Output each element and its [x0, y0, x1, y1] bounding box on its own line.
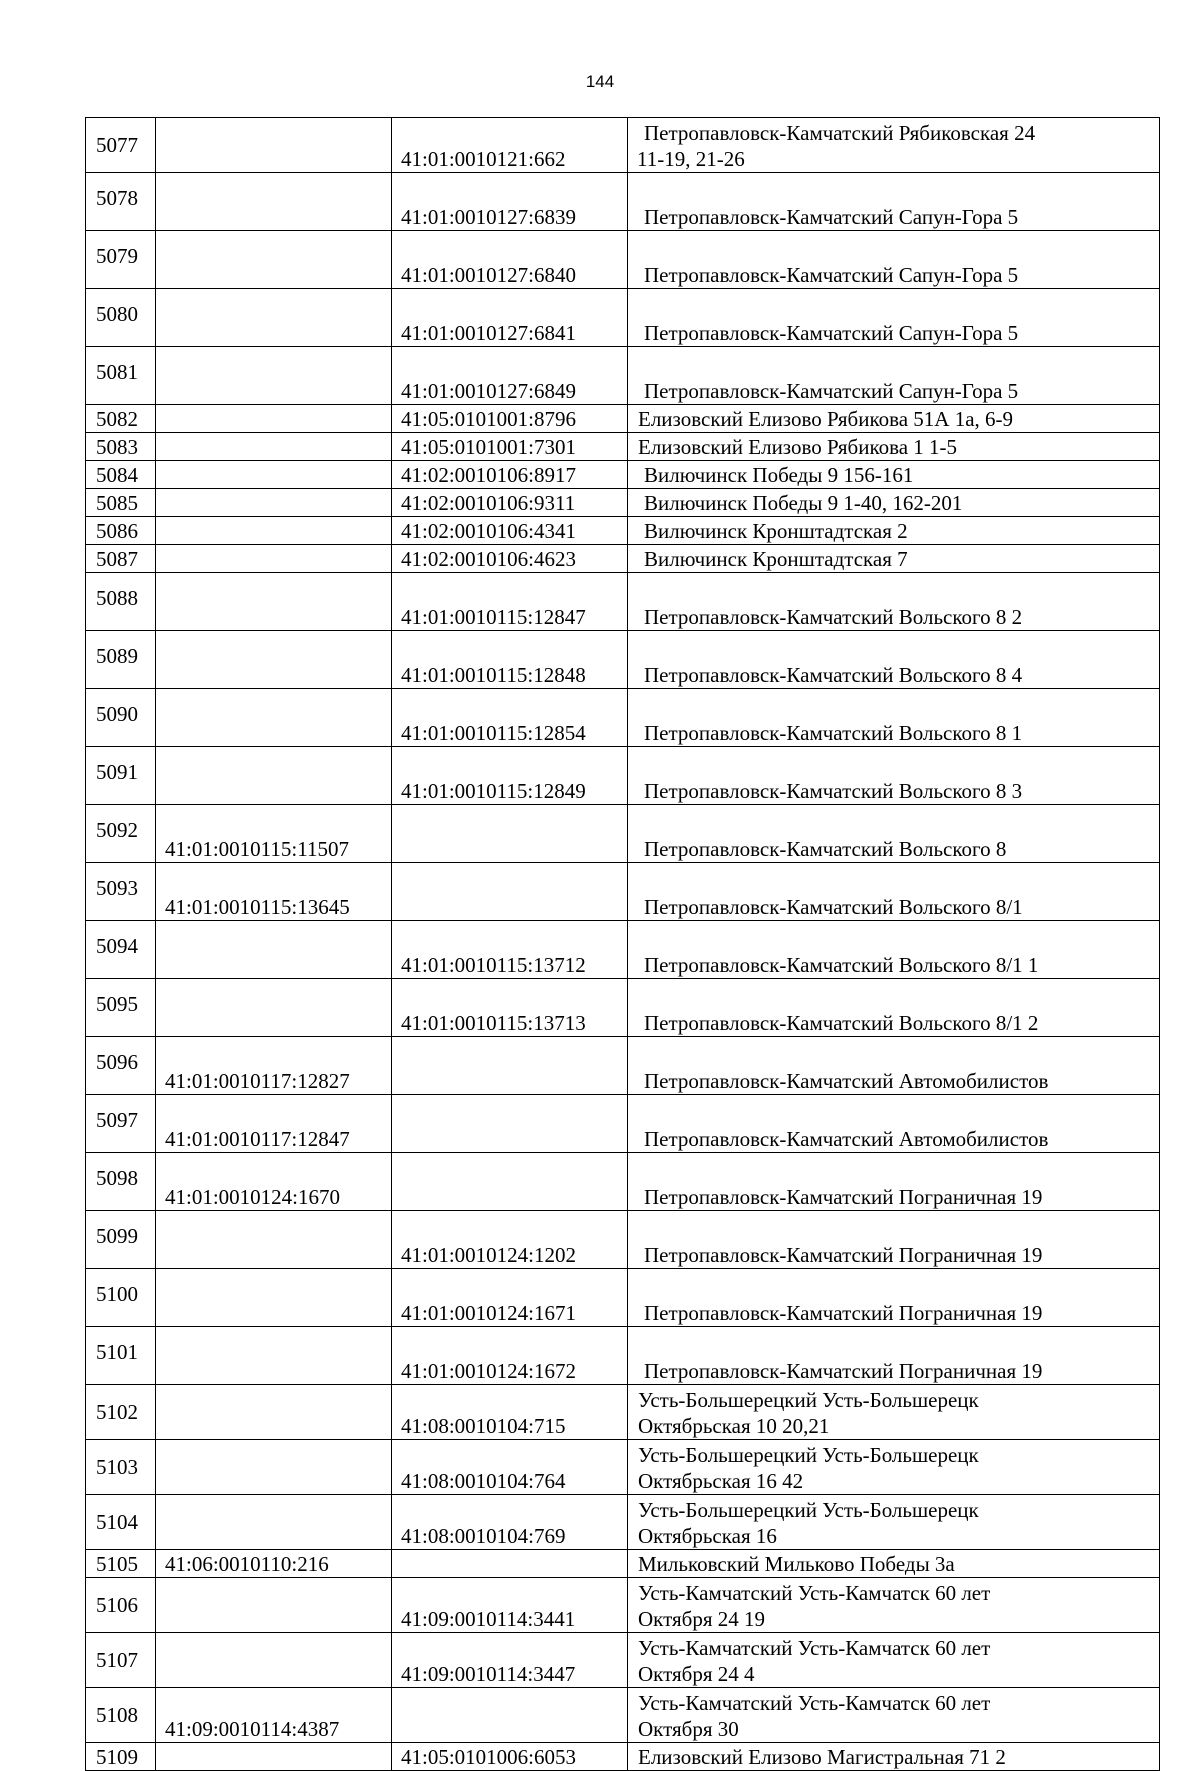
address-line: Петропавловск-Камчатский Вольского 8/1 2 [644, 1011, 1039, 1035]
address-cell [628, 1578, 1160, 1633]
cadastral-number-cell [156, 231, 392, 289]
table-row [86, 347, 1160, 405]
address-cell [628, 405, 1160, 433]
premises-cadastral-number-cell: 41:01:0010121:662 [392, 118, 628, 173]
address-cell [628, 1385, 1160, 1440]
address-line: Петропавловск-Камчатский Автомобилистов [644, 1127, 1049, 1151]
premises-cadastral-number-cell: 41:01:0010127:6839 [392, 173, 628, 231]
registry-table-body [86, 118, 1160, 1771]
row-number-cell: 5078 [86, 173, 156, 231]
address-cell [628, 118, 1160, 173]
address-cell [628, 1495, 1160, 1550]
row-number-cell: 5102 [86, 1385, 156, 1440]
address-line: Петропавловск-Камчатский Автомобилистов [644, 1069, 1049, 1093]
cadastral-number-cell: 41:06:0010110:216 [156, 1550, 392, 1578]
address-line: Октября 24 19 [638, 1607, 765, 1631]
row-number-cell: 5080 [86, 289, 156, 347]
premises-cadastral-number-cell: 41:09:0010114:3447 [392, 1633, 628, 1688]
address-cell [628, 747, 1160, 805]
table-row [86, 231, 1160, 289]
cadastral-number-cell [156, 517, 392, 545]
row-number-cell: 5083 [86, 433, 156, 461]
premises-cadastral-number-cell [392, 805, 628, 863]
row-number-cell: 5084 [86, 461, 156, 489]
address-line: Октябрьская 10 20,21 [638, 1414, 830, 1438]
row-number-cell: 5109 [86, 1743, 156, 1771]
table-row [86, 461, 1160, 489]
table-row [86, 573, 1160, 631]
premises-cadastral-number-cell: 41:08:0010104:764 [392, 1440, 628, 1495]
premises-cadastral-number-cell: 41:01:0010115:13713 [392, 979, 628, 1037]
row-number-cell: 5079 [86, 231, 156, 289]
premises-cadastral-number-cell [392, 1095, 628, 1153]
row-number-cell: 5099 [86, 1211, 156, 1269]
address-line: 11-19, 21-26 [637, 147, 745, 171]
premises-cadastral-number-cell: 41:01:0010115:12849 [392, 747, 628, 805]
cadastral-number-cell [156, 1385, 392, 1440]
table-row [86, 631, 1160, 689]
cadastral-number-cell [156, 979, 392, 1037]
cadastral-number-cell [156, 1269, 392, 1327]
address-line: Октябрьская 16 [638, 1524, 777, 1548]
address-line: Петропавловск-Камчатский Вольского 8 3 [644, 779, 1023, 803]
address-cell [628, 805, 1160, 863]
premises-cadastral-number-cell: 41:01:0010124:1671 [392, 1269, 628, 1327]
cadastral-number-cell [156, 631, 392, 689]
address-cell [628, 1688, 1160, 1743]
table-row [86, 1440, 1160, 1495]
address-cell [628, 689, 1160, 747]
address-cell [628, 1550, 1160, 1578]
address-line: Петропавловск-Камчатский Пограничная 19 [644, 1243, 1043, 1267]
cadastral-number-cell [156, 1743, 392, 1771]
cadastral-number-cell: 41:01:0010115:11507 [156, 805, 392, 863]
address-cell [628, 433, 1160, 461]
cadastral-number-cell [156, 1495, 392, 1550]
cadastral-number-cell: 41:01:0010117:12847 [156, 1095, 392, 1153]
address-cell [628, 1327, 1160, 1385]
address-cell [628, 921, 1160, 979]
row-number-cell: 5089 [86, 631, 156, 689]
table-row [86, 1385, 1160, 1440]
premises-cadastral-number-cell: 41:01:0010115:12854 [392, 689, 628, 747]
table-row [86, 1037, 1160, 1095]
address-line: Октября 30 [638, 1717, 739, 1741]
cadastral-number-cell [156, 1211, 392, 1269]
address-line: Елизовский Елизово Магистральная 71 2 [638, 1745, 1006, 1769]
row-number-cell: 5093 [86, 863, 156, 921]
cadastral-number-cell: 41:09:0010114:4387 [156, 1688, 392, 1743]
cadastral-number-cell [156, 289, 392, 347]
address-line: Октября 24 4 [638, 1662, 755, 1686]
table-row [86, 545, 1160, 573]
row-number-cell: 5095 [86, 979, 156, 1037]
row-number-cell: 5106 [86, 1578, 156, 1633]
cadastral-number-cell [156, 433, 392, 461]
address-line: Петропавловск-Камчатский Сапун-Гора 5 [644, 205, 1019, 229]
address-line: Елизовский Елизово Рябикова 1 1-5 [638, 435, 958, 459]
address-cell [628, 289, 1160, 347]
premises-cadastral-number-cell: 41:02:0010106:4623 [392, 545, 628, 573]
premises-cadastral-number-cell: 41:01:0010127:6841 [392, 289, 628, 347]
address-line: Петропавловск-Камчатский Сапун-Гора 5 [644, 263, 1019, 287]
address-cell [628, 1095, 1160, 1153]
row-number-cell: 5087 [86, 545, 156, 573]
row-number-cell: 5105 [86, 1550, 156, 1578]
address-line: Петропавловск-Камчатский Вольского 8 1 [644, 721, 1023, 745]
address-cell [628, 1153, 1160, 1211]
address-line: Елизовский Елизово Рябикова 51А 1а, 6-9 [638, 407, 1014, 431]
cadastral-number-cell [156, 173, 392, 231]
address-line: Вилючинск Победы 9 156-161 [644, 463, 914, 487]
address-line: Усть-Камчатский Усть-Камчатск 60 лет [638, 1636, 991, 1660]
address-line: Усть-Большерецкий Усть-Большерецк [638, 1443, 979, 1467]
table-row [86, 1743, 1160, 1771]
address-cell [628, 517, 1160, 545]
address-cell [628, 1743, 1160, 1771]
premises-cadastral-number-cell: 41:01:0010127:6840 [392, 231, 628, 289]
premises-cadastral-number-cell: 41:02:0010106:9311 [392, 489, 628, 517]
row-number-cell: 5086 [86, 517, 156, 545]
table-row [86, 921, 1160, 979]
address-cell [628, 461, 1160, 489]
row-number-cell: 5090 [86, 689, 156, 747]
row-number-cell: 5104 [86, 1495, 156, 1550]
row-number-cell: 5092 [86, 805, 156, 863]
address-cell [628, 863, 1160, 921]
premises-cadastral-number-cell: 41:05:0101001:7301 [392, 433, 628, 461]
table-row [86, 405, 1160, 433]
address-line: Вилючинск Кронштадтская 2 [644, 519, 908, 543]
address-line: Петропавловск-Камчатский Пограничная 19 [644, 1359, 1043, 1383]
row-number-cell: 5094 [86, 921, 156, 979]
premises-cadastral-number-cell: 41:02:0010106:8917 [392, 461, 628, 489]
address-line: Петропавловск-Камчатский Вольского 8/1 [644, 895, 1023, 919]
cadastral-number-cell [156, 921, 392, 979]
premises-cadastral-number-cell [392, 863, 628, 921]
address-line: Усть-Камчатский Усть-Камчатск 60 лет [638, 1581, 991, 1605]
cadastral-number-cell [156, 689, 392, 747]
address-line: Петропавловск-Камчатский Сапун-Гора 5 [644, 379, 1019, 403]
row-number-cell: 5091 [86, 747, 156, 805]
cadastral-number-cell [156, 489, 392, 517]
row-number-cell: 5098 [86, 1153, 156, 1211]
table-row [86, 1633, 1160, 1688]
cadastral-number-cell [156, 118, 392, 173]
row-number-cell: 5097 [86, 1095, 156, 1153]
premises-cadastral-number-cell: 41:08:0010104:715 [392, 1385, 628, 1440]
cadastral-number-cell [156, 573, 392, 631]
row-number-cell: 5108 [86, 1688, 156, 1743]
cadastral-number-cell [156, 461, 392, 489]
address-cell [628, 545, 1160, 573]
table-row [86, 1327, 1160, 1385]
table-row [86, 1153, 1160, 1211]
cadastral-number-cell: 41:01:0010124:1670 [156, 1153, 392, 1211]
cadastral-number-cell [156, 405, 392, 433]
address-cell [628, 489, 1160, 517]
premises-cadastral-number-cell [392, 1037, 628, 1095]
premises-cadastral-number-cell: 41:01:0010115:12848 [392, 631, 628, 689]
address-cell [628, 573, 1160, 631]
table-row [86, 863, 1160, 921]
cadastral-number-cell [156, 1440, 392, 1495]
premises-cadastral-number-cell: 41:08:0010104:769 [392, 1495, 628, 1550]
row-number-cell: 5107 [86, 1633, 156, 1688]
row-number-cell: 5088 [86, 573, 156, 631]
address-line: Мильковский Мильково Победы 3а [638, 1552, 955, 1576]
address-cell [628, 347, 1160, 405]
table-row [86, 689, 1160, 747]
address-line: Вилючинск Кронштадтская 7 [644, 547, 908, 571]
page-number: 144 [585, 72, 615, 91]
address-line: Вилючинск Победы 9 1-40, 162-201 [644, 491, 963, 515]
table-row [86, 517, 1160, 545]
address-cell [628, 979, 1160, 1037]
cadastral-number-cell: 41:01:0010117:12827 [156, 1037, 392, 1095]
address-line: Петропавловск-Камчатский Вольского 8 2 [644, 605, 1023, 629]
address-cell [628, 231, 1160, 289]
address-line: Петропавловск-Камчатский Вольского 8/1 1 [644, 953, 1039, 977]
table-row [86, 118, 1160, 173]
table-row [86, 433, 1160, 461]
table-row [86, 1211, 1160, 1269]
row-number-cell: 5101 [86, 1327, 156, 1385]
address-line: Усть-Камчатский Усть-Камчатск 60 лет [638, 1691, 991, 1715]
row-number-cell: 5103 [86, 1440, 156, 1495]
premises-cadastral-number-cell: 41:01:0010124:1672 [392, 1327, 628, 1385]
address-line: Петропавловск-Камчатский Сапун-Гора 5 [644, 321, 1019, 345]
cadastral-number-cell [156, 747, 392, 805]
row-number-cell: 5077 [86, 118, 156, 173]
table-row [86, 1269, 1160, 1327]
row-number-cell: 5100 [86, 1269, 156, 1327]
address-line: Петропавловск-Камчатский Рябиковская 24 [644, 121, 1036, 145]
table-row [86, 1688, 1160, 1743]
address-line: Усть-Большерецкий Усть-Большерецк [638, 1388, 979, 1412]
registry-table [85, 117, 1160, 1771]
address-cell [628, 173, 1160, 231]
address-cell [628, 1633, 1160, 1688]
address-cell [628, 1211, 1160, 1269]
cadastral-number-cell [156, 1578, 392, 1633]
premises-cadastral-number-cell: 41:01:0010127:6849 [392, 347, 628, 405]
address-cell [628, 1269, 1160, 1327]
table-row [86, 1578, 1160, 1633]
table-row [86, 979, 1160, 1037]
table-row [86, 747, 1160, 805]
cadastral-number-cell [156, 1327, 392, 1385]
cadastral-number-cell [156, 1633, 392, 1688]
row-number-cell: 5082 [86, 405, 156, 433]
premises-cadastral-number-cell: 41:02:0010106:4341 [392, 517, 628, 545]
premises-cadastral-number-cell [392, 1688, 628, 1743]
address-line: Петропавловск-Камчатский Вольского 8 [644, 837, 1007, 861]
row-number-cell: 5081 [86, 347, 156, 405]
address-line: Усть-Большерецкий Усть-Большерецк [638, 1498, 979, 1522]
table-row [86, 1550, 1160, 1578]
premises-cadastral-number-cell: 41:01:0010115:12847 [392, 573, 628, 631]
row-number-cell: 5096 [86, 1037, 156, 1095]
address-cell [628, 631, 1160, 689]
table-row [86, 489, 1160, 517]
address-line: Октябрьская 16 42 [638, 1469, 804, 1493]
premises-cadastral-number-cell: 41:05:0101001:8796 [392, 405, 628, 433]
cadastral-number-cell [156, 545, 392, 573]
premises-cadastral-number-cell [392, 1550, 628, 1578]
premises-cadastral-number-cell: 41:09:0010114:3441 [392, 1578, 628, 1633]
premises-cadastral-number-cell [392, 1153, 628, 1211]
address-cell [628, 1440, 1160, 1495]
row-number-cell: 5085 [86, 489, 156, 517]
address-line: Петропавловск-Камчатский Вольского 8 4 [644, 663, 1023, 687]
premises-cadastral-number-cell: 41:05:0101006:6053 [392, 1743, 628, 1771]
table-row [86, 289, 1160, 347]
cadastral-number-cell [156, 347, 392, 405]
premises-cadastral-number-cell: 41:01:0010115:13712 [392, 921, 628, 979]
premises-cadastral-number-cell: 41:01:0010124:1202 [392, 1211, 628, 1269]
table-row [86, 173, 1160, 231]
address-cell [628, 1037, 1160, 1095]
cadastral-number-cell: 41:01:0010115:13645 [156, 863, 392, 921]
address-line: Петропавловск-Камчатский Пограничная 19 [644, 1185, 1043, 1209]
table-row [86, 805, 1160, 863]
table-row [86, 1095, 1160, 1153]
address-line: Петропавловск-Камчатский Пограничная 19 [644, 1301, 1043, 1325]
table-row [86, 1495, 1160, 1550]
